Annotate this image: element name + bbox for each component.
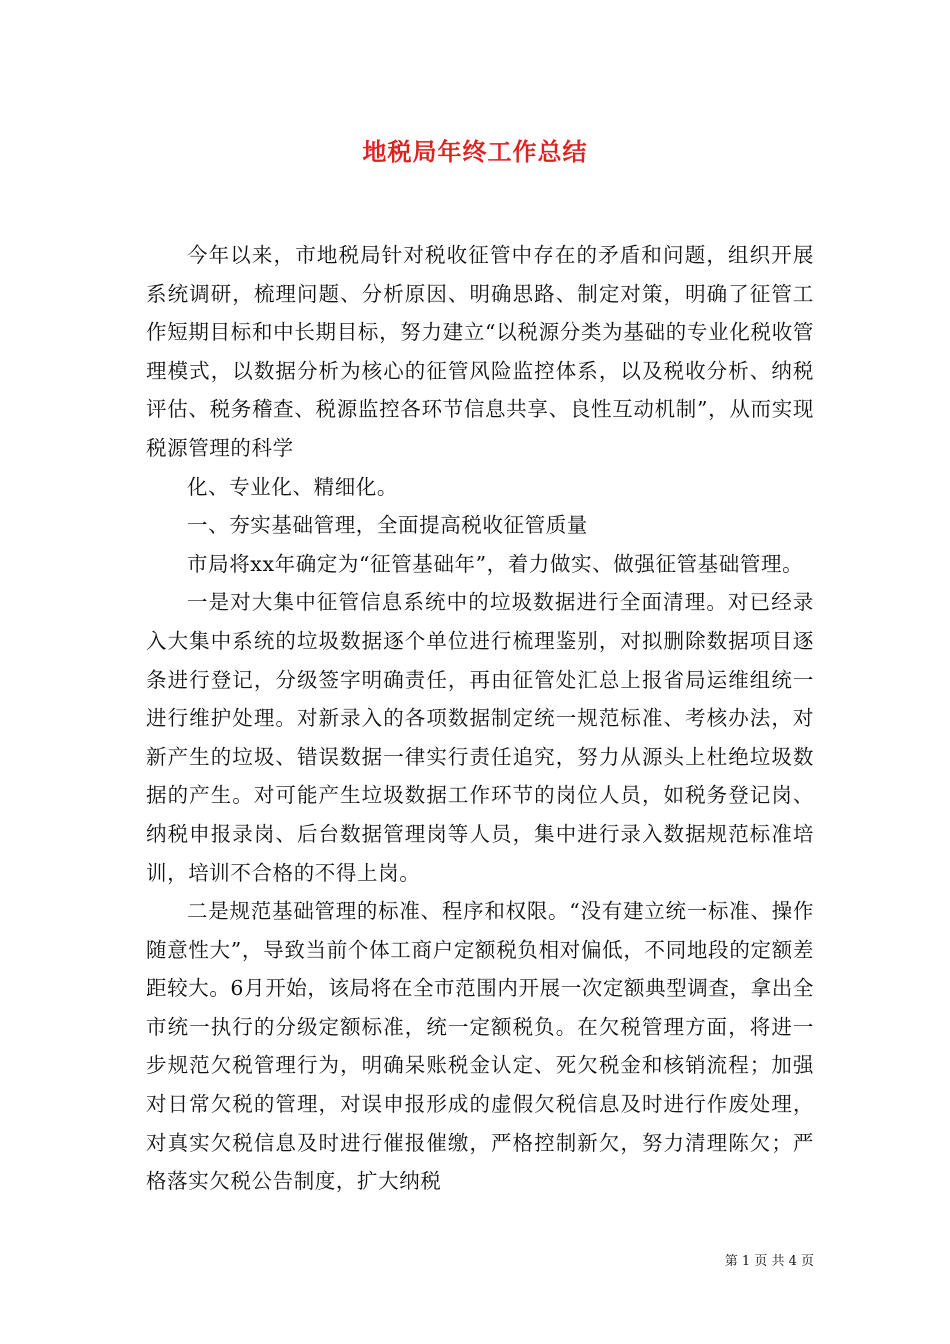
paragraph-intro: 今年以来，市地税局针对税收征管中存在的矛盾和问题，组织开展系统调研，梳理问题、分析原因、明确思路、制定对策，明确了征管工作短期目标和中长期目标，努力建立“以税源分类为基础的专业化税收管理模式，以数据分析为核心的征管风险监控体系，以及税收分析、纳税评估、税务稽查、税源监控各环节信息共享、良性互动机制”，从而实现税源管理的科学 xyxy=(146,243,814,460)
paragraph-point-2: 二是规范基础管理的标准、程序和权限。“没有建立统一标准、操作随意性大”，导致当前个体工商户定额税负相对偏低，不同地段的定额差距较大。6月开始，该局将在全市范围内开展一次定额典型调查，拿出全市统一执行的分级定额标准，统一定额税负。在欠税管理方面，将进一步规范欠税管理行为，明确呆账税金认定、死欠税金和核销流程；加强对日常欠税的管理，对误申报形成的虚假欠税信息及时进行作废处理，对真实欠税信息及时进行催报催缴，严格控制新欠，努力清理陈欠；严格落实欠税公告制度，扩大纳税 xyxy=(146,899,814,1194)
paragraph-section-1-intro: 市局将xx年确定为“征管基础年”，着力做实、做强征管基础管理。 xyxy=(187,551,804,576)
document-body xyxy=(146,236,814,1201)
document-title: 地税局年终工作总结 xyxy=(362,138,588,166)
paragraph-intro-continued: 化、专业化、精细化。 xyxy=(187,474,398,499)
paragraph-point-1: 一是对大集中征管信息系统中的垃圾数据进行全面清理。对已经录入大集中系统的垃圾数据逐个单位进行梳理鉴别，对拟删除数据项目逐条进行登记，分级签字明确责任，再由征管处汇总上报省局运维组统一进行维护处理。对新录入的各项数据制定统一规范标准、考核办法，对新产生的垃圾、错误数据一律实行责任追究，努力从源头上杜绝垃圾数据的产生。对可能产生垃圾数据工作环节的岗位人员，如税务登记岗、纳税申报录岗、后台数据管理岗等人员，集中进行录入数据规范标准培训，培训不合格的不得上岗。 xyxy=(146,590,814,885)
page-number-footer: 第 1 页 共 4 页 xyxy=(724,1254,814,1269)
section-heading-1: 一、夯实基础管理，全面提高税收征管质量 xyxy=(187,513,588,538)
